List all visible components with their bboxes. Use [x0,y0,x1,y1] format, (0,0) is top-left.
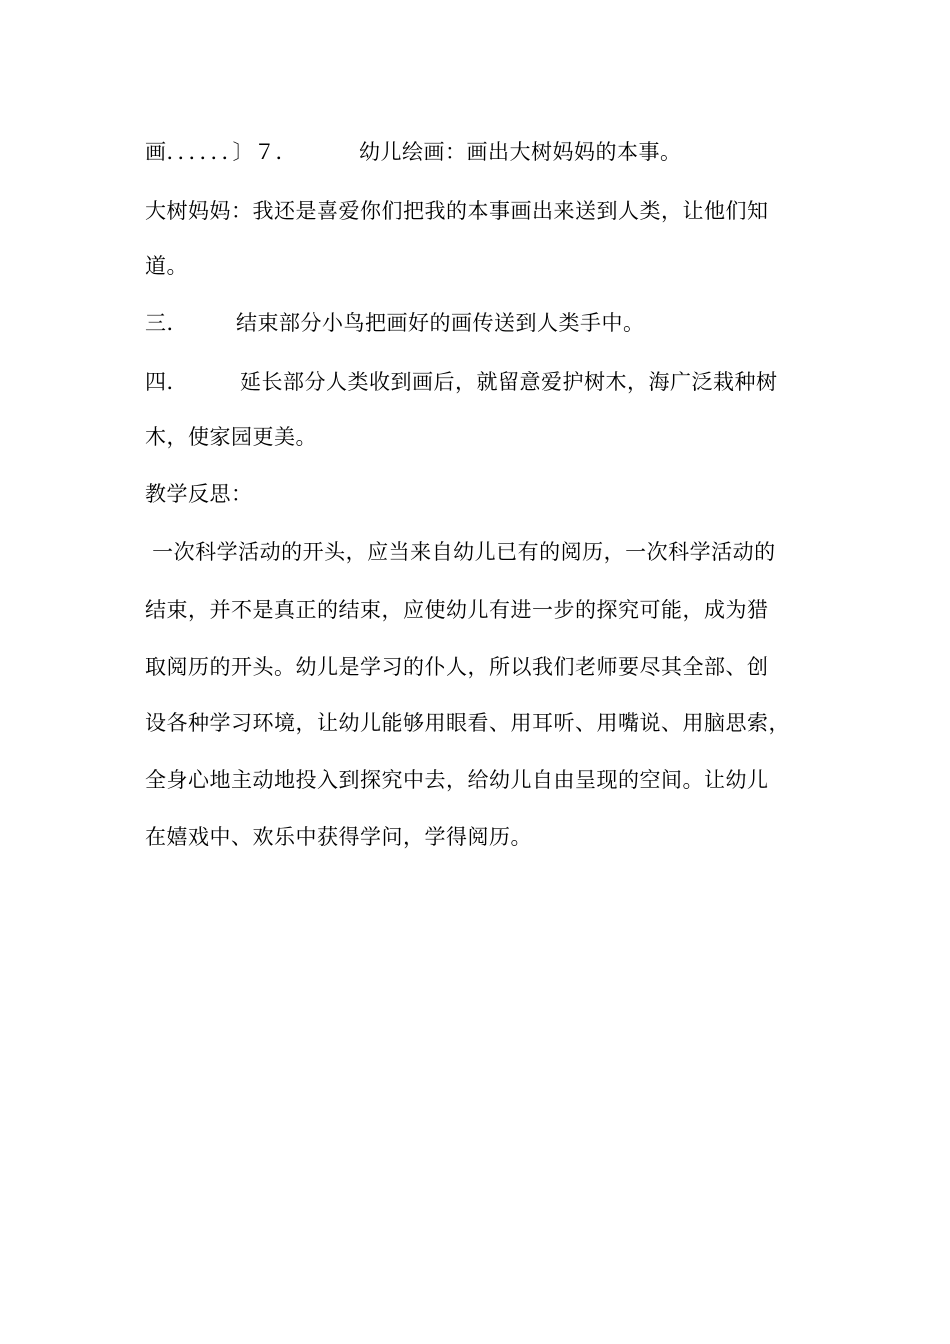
line-text: 大树妈妈：我还是喜爱你们把我的本事画出来送到人类，让他们知 [145,199,769,223]
paragraph-line-3 [145,652,825,682]
text-line-6 [145,422,825,452]
line-text: 道。 [145,254,188,278]
line-text: 全身心地主动地投入到探究中去，给幼儿自由呈现的空间。让幼儿 [145,768,769,792]
line-text: 取阅历的开头。幼儿是学习的仆人，所以我们老师要尽其全部、创 [145,655,769,679]
line-prefix: 画．．．．．．〕７． [145,140,297,164]
line-text: 在嬉戏中、欢乐中获得学问，学得阅历。 [145,825,532,849]
line-text: 设各种学习环境，让幼儿能够用眼看、用耳听、用嘴说、用脑思索， [145,711,790,735]
section-three [145,308,825,338]
line-text: 木，使家园更美。 [145,425,317,449]
text-line-1 [145,137,825,167]
section-four [145,367,825,397]
paragraph-line-4 [145,708,825,738]
section-text: 结束部分小鸟把画好的画传送到人类手中。 [236,311,645,335]
paragraph-line-6 [145,822,825,852]
reflection-heading [145,479,825,509]
paragraph-line-5 [145,765,825,795]
paragraph-line-1 [145,537,825,567]
line-text: 结束，并不是真正的结束，应使幼儿有进一步的探究可能，成为猎 [145,598,769,622]
line-text: 幼儿绘画：画出大树妈妈的本事。 [359,140,682,164]
heading-text: 教学反思： [145,482,253,506]
section-text: 延长部分人类收到画后，就留意爱护树木，海广泛栽种树 [240,370,778,394]
line-text: 一次科学活动的开头，应当来自幼儿已有的阅历，一次科学活动的 [145,540,776,564]
section-number: 四． [145,370,188,394]
paragraph-line-2 [145,595,825,625]
text-line-3 [145,251,825,281]
section-number: 三． [145,311,188,335]
text-line-2 [145,196,825,226]
